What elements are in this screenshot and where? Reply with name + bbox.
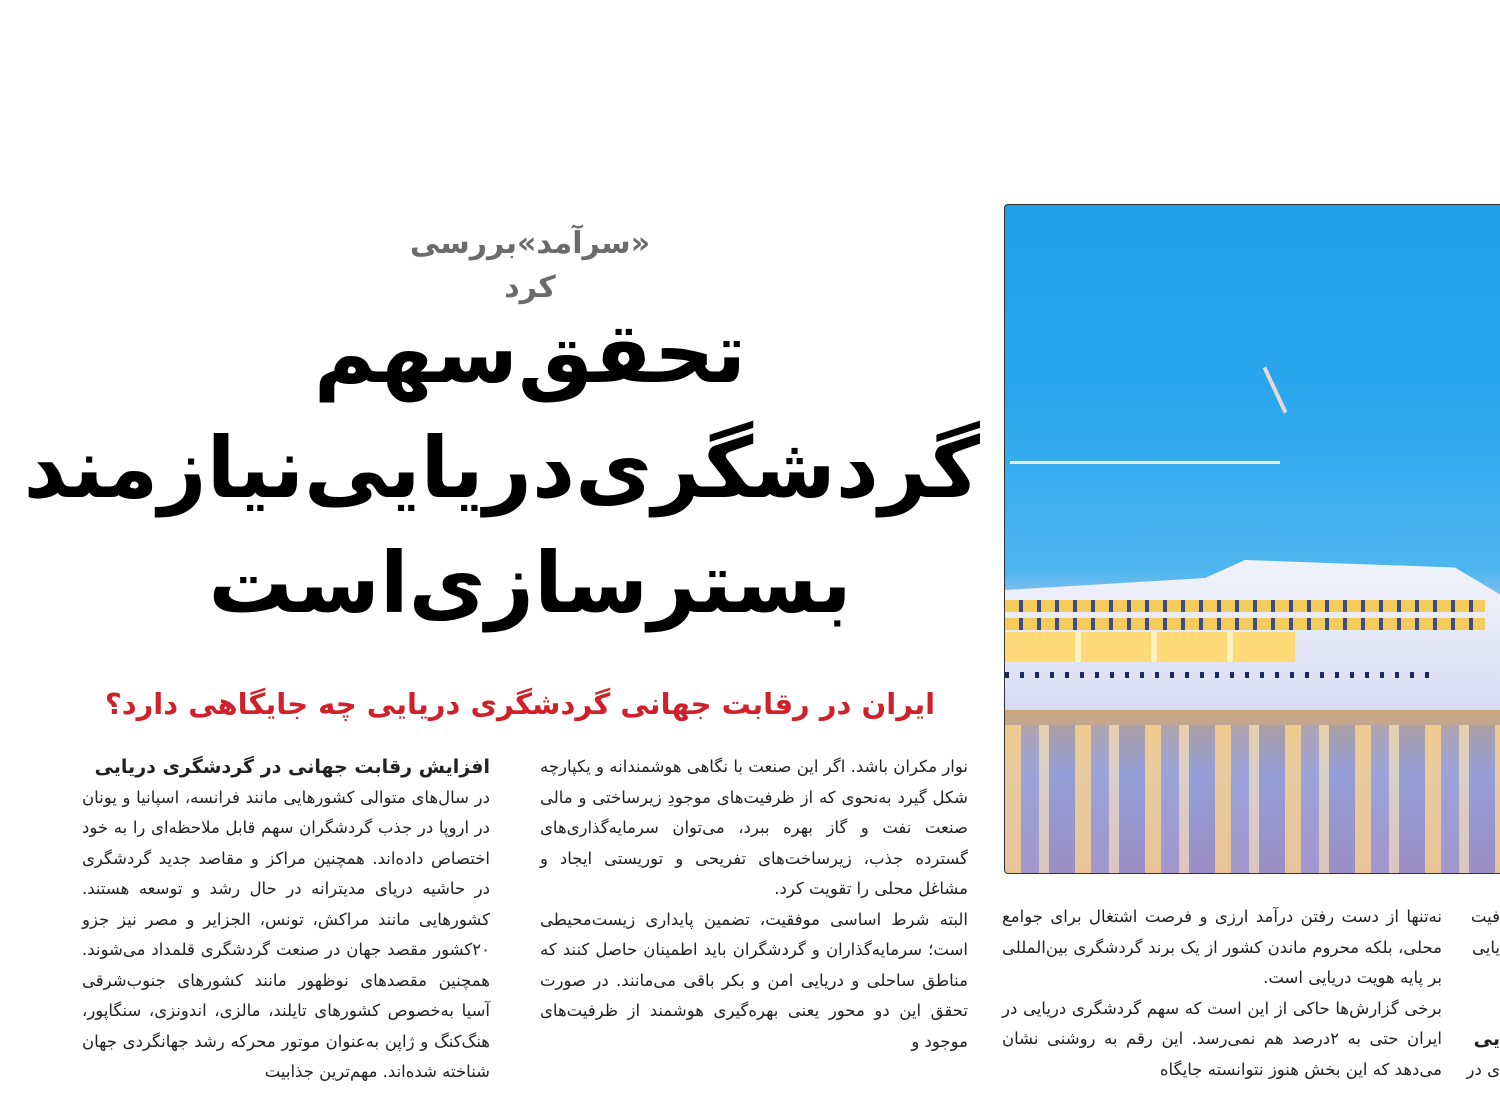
article-column-3 [1002,902,1442,1085]
article-kicker: «سرآمد»بررسی کرد [409,226,651,305]
paragraph: برخی گزارش‌ها حاکی از این است که سهم گردشگری دریایی در ایران حتی به ۲درصد هم نمی‌رسد. این رقم به روشنی نشان می‌دهد که این بخش هنوز نتوانسته جایگاه [1002,998,1442,1079]
paragraph: نوار مکران باشد. اگر این صنعت با نگاهی هوشمندانه و یکپارچه شکل گیرد به‌نحوی که از ظرفیت‌های موجودِ زیرساختی و مالی صنعت نفت و گاز بهره ببرد، می‌توان سرمایه‌گذاری‌های گسترده جذب، زیرساخت‌های تفریحی و توریستی ایجاد و مشاغل محلی را تقویت کرد. [540,757,968,898]
paragraph: نه‌تنها از دست رفتن درآمد ارزی و فرصت اشتغال برای جوامع محلی، بلکه محروم ماندن کشور از یک برند گردشگری بین‌المللی بر پایه هویت دریایی است. [1002,907,1442,987]
article-column-1 [82,752,490,1088]
text-fragment [1460,963,1500,994]
headline-line-3: بسترسازی‌است [208,534,852,632]
article-column-4-cropped [1460,902,1500,1085]
text-fragment [1460,994,1500,1025]
photo-ship-hull [1005,560,1500,710]
text-fragment: فیت [1470,907,1500,926]
text-fragment: یایی [1472,937,1500,957]
photo-ship-mast [1263,366,1288,413]
text-fragment: ی در [1466,1059,1500,1079]
headline-line-1: تحقق‌سهم [313,304,747,402]
article-subheadline: ایران در رقابت جهانی گردشگری دریایی چه جایگاهی دارد؟ [104,687,936,721]
paragraph: در سال‌های متوالی کشورهایی مانند فرانسه، اسپانیا و یونان در اروپا در جذب گردشگران سهم قابل ملاحظه‌ای را به خود اختصاص داده‌اند. همچنین مراکز و مقاصد جدید گردشگری در حاشیه دریای مدیترانه در حال رشد و توسعه هستند. کشورهایی مانند مراکش، تونس، الجزایر و مصر نیز جزو ۲۰کشور مقصد جهان در صنعت گردشگری قلمداد می‌شوند. همچنین مقصدهای نوظهور مانند کشورهای جنوب‌شرقی آسیا به‌خصوص کشورهای تایلند، مالزی، اندونزی، سنگاپور، هنگ‌کنگ و ژاپن به‌عنوان موتور محرکه رشد جهانگردی جهان شناخته شده‌اند. مهم‌ترین جذابیت [82,787,490,1081]
photo-deck-lights [1005,618,1485,630]
cruise-ship-photo [1004,204,1500,874]
photo-lifeboats [1005,632,1295,662]
photo-water-reflections [1005,725,1500,873]
section-title: افزایش رقابت جهانی در گردشگری دریایی [94,756,490,778]
article-headline [23,298,980,638]
headline-line-2: گردشگری‌دریایی‌نیازمند [23,419,980,517]
photo-rope-lights [1010,461,1280,464]
article-column-2 [540,752,968,1057]
photo-portholes [1005,672,1430,678]
paragraph: البته شرط اساسی موفقیت، تضمین پایداری زیست‌محیطی است؛ سرمایه‌گذاران و گردشگران باید اطمینان حاصل کنند که مناطق ساحلی و دریایی امن و بکر باقی می‌مانند. در صورت تحقق این دو محور یعنی بهره‌گیری هوشمند از ظرفیت‌های موجود و [540,909,968,1051]
photo-deck-lights [1005,600,1485,612]
text-fragment: یی [1473,1028,1500,1050]
